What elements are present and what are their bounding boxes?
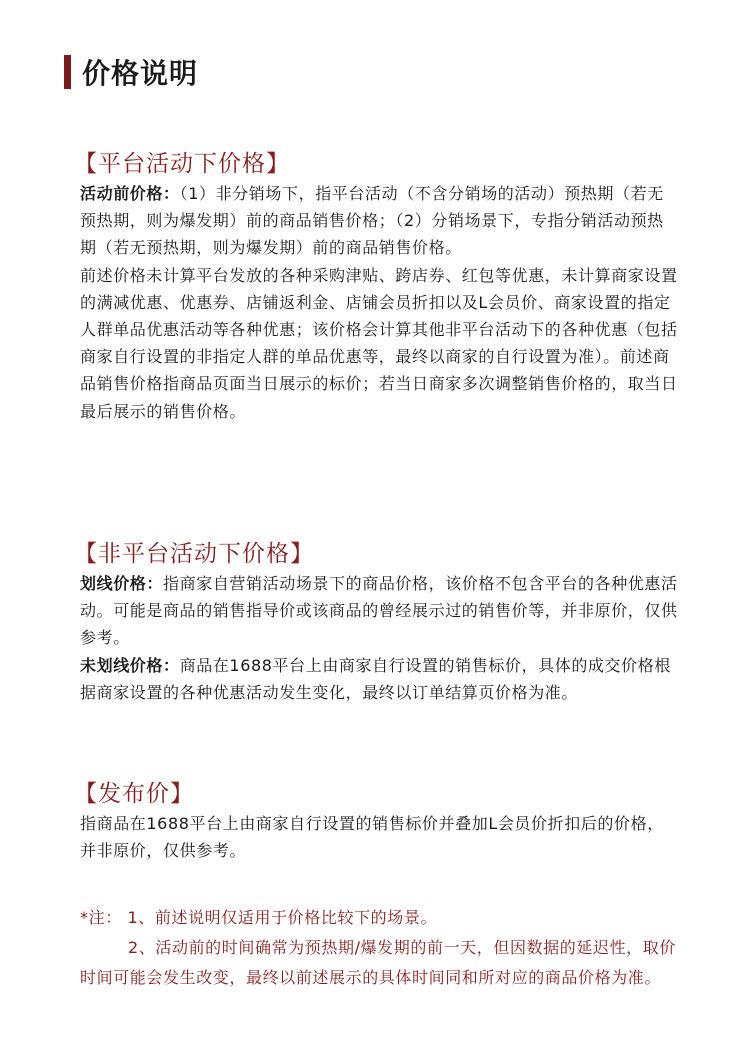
page-title: 价格说明 bbox=[82, 57, 199, 90]
paragraph-non-strikethrough-price bbox=[80, 652, 680, 706]
paragraph-release-price bbox=[80, 810, 680, 864]
term-label: 活动前价格： bbox=[80, 184, 180, 203]
section-release-price bbox=[74, 778, 680, 864]
section-platform-activity-price bbox=[74, 148, 680, 425]
header-accent-bar bbox=[64, 55, 71, 89]
page-header bbox=[64, 54, 198, 90]
footnote-line-2: 2、活动前的时间确常为预热期/爆发期的前一天，但因数据的延迟性，取价时间可能会发生改变，最终以前述展示的具体时间同和所对应的商品价格为准。 bbox=[80, 938, 676, 987]
paragraph-text: 前述价格未计算平台发放的各种采购津贴、跨店券、红包等优惠，未计算商家设置的满减优惠、优惠券、店铺返利金、店铺会员折扣以及L会员价、商家设置的指定人群单品优惠活动等各种优惠；该价格会计算其他非平台活动下的各种优惠（包括商家自行设置的非指定人群的单品优惠等，最终以商家的自行设置为准）。前述商品销售价格指商品页面当日展示的标价；若当日商家多次调整销售价格的，取当日最后展示的销售价格。 bbox=[80, 265, 678, 421]
term-label: 未划线价格： bbox=[80, 655, 180, 675]
paragraph-text: 指商家自营销活动场景下的商品价格，该价格不包含平台的各种优惠活动。可能是商品的销售指导价或该商品的曾经展示过的销售价等，并非原价，仅供参考。 bbox=[80, 574, 678, 648]
section-heading: 【非平台活动下价格】 bbox=[74, 541, 314, 567]
paragraph-pre-activity-price bbox=[80, 180, 680, 262]
paragraph-strikethrough-price bbox=[80, 570, 680, 652]
footnote-line-1: *注： 1、前述说明仅适用于价格比较下的场景。 bbox=[80, 908, 438, 927]
section-non-platform-activity-price bbox=[74, 538, 680, 706]
section-heading: 【发布价】 bbox=[74, 781, 194, 807]
footnote bbox=[80, 903, 680, 993]
paragraph-text: 商品在1688平台上由商家自行设置的销售标价，具体的成交价格根据商家设置的各种优惠活动发生变化，最终以订单结算页价格为准。 bbox=[80, 655, 671, 702]
paragraph-text: 指商品在1688平台上由商家自行设置的销售标价并叠加L会员价折扣后的价格，并非原价，仅供参考。 bbox=[80, 814, 664, 861]
paragraph-text: （1）非分销场下，指平台活动（不含分销场的活动）预热期（若无预热期，则为爆发期）前的商品销售价格；（2）分销场景下，专指分销活动预热期（若无预热期，则为爆发期）前的商品销售价格。 bbox=[80, 184, 664, 258]
term-label: 划线价格： bbox=[80, 574, 164, 593]
section-heading: 【平台活动下价格】 bbox=[74, 151, 290, 177]
paragraph-price-details bbox=[80, 262, 680, 425]
